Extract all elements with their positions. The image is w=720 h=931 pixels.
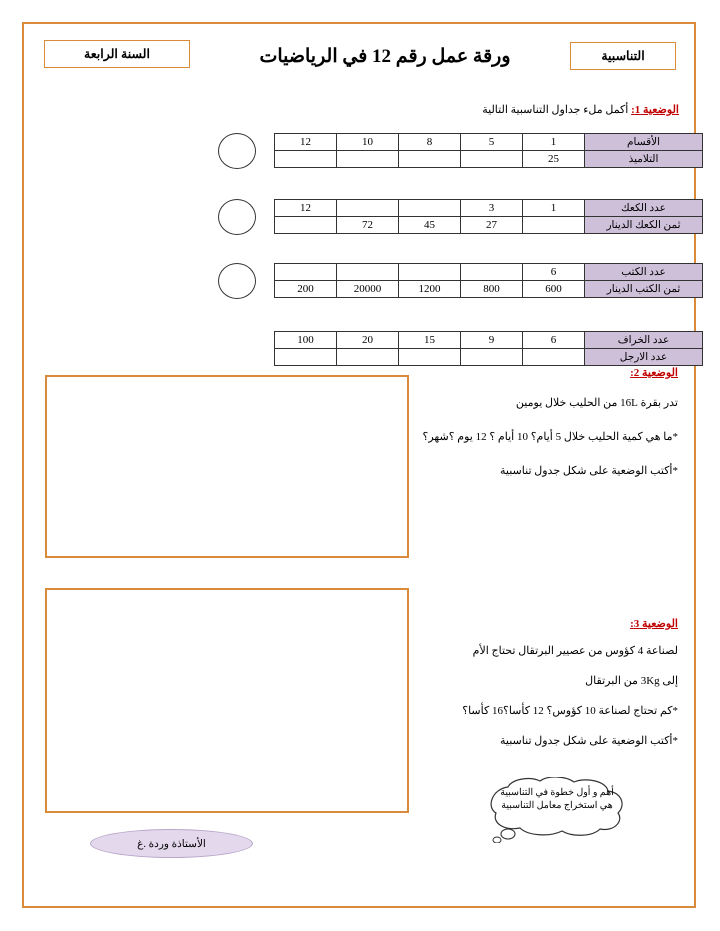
- oval-marker-2: [218, 199, 256, 235]
- table-cell: 1: [523, 200, 585, 217]
- row-header: عدد الكتب: [585, 264, 703, 281]
- hint-thought-bubble: [482, 777, 630, 843]
- proportion-table-4: [274, 331, 703, 366]
- table-cell: [523, 217, 585, 234]
- table-cell: [337, 349, 399, 366]
- year-box: السنة الرابعة: [44, 40, 190, 68]
- table-cell: [399, 151, 461, 168]
- table-cell: 5: [461, 134, 523, 151]
- situation2-heading: [612, 366, 678, 379]
- table-cell: [523, 349, 585, 366]
- situation2-label: الوضعية 2:: [630, 367, 678, 379]
- teacher-signature: الأستاذة وردة .غ: [90, 829, 253, 858]
- oval-marker-3: [218, 263, 256, 299]
- table-cell: 6: [523, 332, 585, 349]
- table-cell: [275, 217, 337, 234]
- table-cell: 6: [523, 264, 585, 281]
- table-row: [275, 200, 703, 217]
- table-cell: [275, 349, 337, 366]
- table-cell: [275, 264, 337, 281]
- answer-box-situation3[interactable]: [45, 588, 409, 813]
- situation3-label: الوضعية 3:: [630, 618, 678, 630]
- situation3-heading: [612, 617, 678, 630]
- table-cell: [461, 151, 523, 168]
- table-cell: 20000: [337, 281, 399, 298]
- table-cell: 800: [461, 281, 523, 298]
- table-cell: 1200: [399, 281, 461, 298]
- situation3-line-1: لصناعة 4 كؤوس من عصيير البرتقال تحتاج الأم: [472, 645, 678, 657]
- table-row: [275, 264, 703, 281]
- table-cell: 72: [337, 217, 399, 234]
- row-header: عدد الخراف: [585, 332, 703, 349]
- table-cell: [337, 264, 399, 281]
- table-cell: 9: [461, 332, 523, 349]
- situation3-line-4: *أكتب الوضعية على شكل جدول تناسبية: [500, 735, 678, 747]
- row-header: ثمن الكعك الدينار: [585, 217, 703, 234]
- table-cell: 200: [275, 281, 337, 298]
- row-header: التلاميذ: [585, 151, 703, 168]
- table-cell: 25: [523, 151, 585, 168]
- situation1-heading: [439, 103, 679, 116]
- table-row: [275, 217, 703, 234]
- table-cell: [461, 349, 523, 366]
- table-cell: 3: [461, 200, 523, 217]
- page-title: ورقة عمل رقم 12 في الرياضيات: [259, 46, 511, 67]
- table-cell: 12: [275, 134, 337, 151]
- table-row: [275, 349, 703, 366]
- table-cell: [275, 151, 337, 168]
- table-cell: 15: [399, 332, 461, 349]
- table-cell: [399, 200, 461, 217]
- table-row: [275, 332, 703, 349]
- situation2-line-1: تدر بقرة 16L من الحليب خلال يومين: [515, 397, 678, 409]
- table-cell: 1: [523, 134, 585, 151]
- situation2-line-2: *ما هي كمية الحليب خلال 5 أيام؟ 10 أيام ؟ 12 يوم ؟شهر؟: [422, 431, 678, 443]
- proportion-table-2: [274, 199, 703, 234]
- situation1-label: الوضعية 1:: [631, 104, 679, 116]
- table-cell: 100: [275, 332, 337, 349]
- table-cell: 8: [399, 134, 461, 151]
- table-cell: [399, 264, 461, 281]
- table-cell: [399, 349, 461, 366]
- row-header: الأقسام: [585, 134, 703, 151]
- oval-marker-1: [218, 133, 256, 169]
- situation1-instruction: أكمل ملء جداول التناسبية التالية: [482, 104, 629, 116]
- situation3-line-2: إلى 3Kg من البرتقال: [585, 675, 678, 687]
- table-cell: 20: [337, 332, 399, 349]
- table-cell: [337, 200, 399, 217]
- answer-box-situation2[interactable]: [45, 375, 409, 558]
- row-header: عدد الكعك: [585, 200, 703, 217]
- table-cell: 10: [337, 134, 399, 151]
- table-cell: [337, 151, 399, 168]
- table-cell: [461, 264, 523, 281]
- hint-text: أهم و أول خطوة في التناسبية هي استخراج معامل التناسبية: [500, 788, 614, 811]
- table-cell: 600: [523, 281, 585, 298]
- table-row: [275, 134, 703, 151]
- theme-box: التناسبية: [570, 42, 676, 70]
- row-header: ثمن الكتب الدينار: [585, 281, 703, 298]
- situation3-line-3: *كم تحتاج لصناعة 10 كؤوس؟ 12 كأسا؟16 كأسا؟: [462, 705, 678, 717]
- proportion-table-1: [274, 133, 703, 168]
- row-header: عدد الارجل: [585, 349, 703, 366]
- table-cell: 45: [399, 217, 461, 234]
- table-cell: 27: [461, 217, 523, 234]
- table-row: [275, 151, 703, 168]
- table-row: [275, 281, 703, 298]
- proportion-table-3: [274, 263, 703, 298]
- situation2-line-3: *أكتب الوضعية على شكل جدول تناسبية: [500, 465, 678, 477]
- table-cell: 12: [275, 200, 337, 217]
